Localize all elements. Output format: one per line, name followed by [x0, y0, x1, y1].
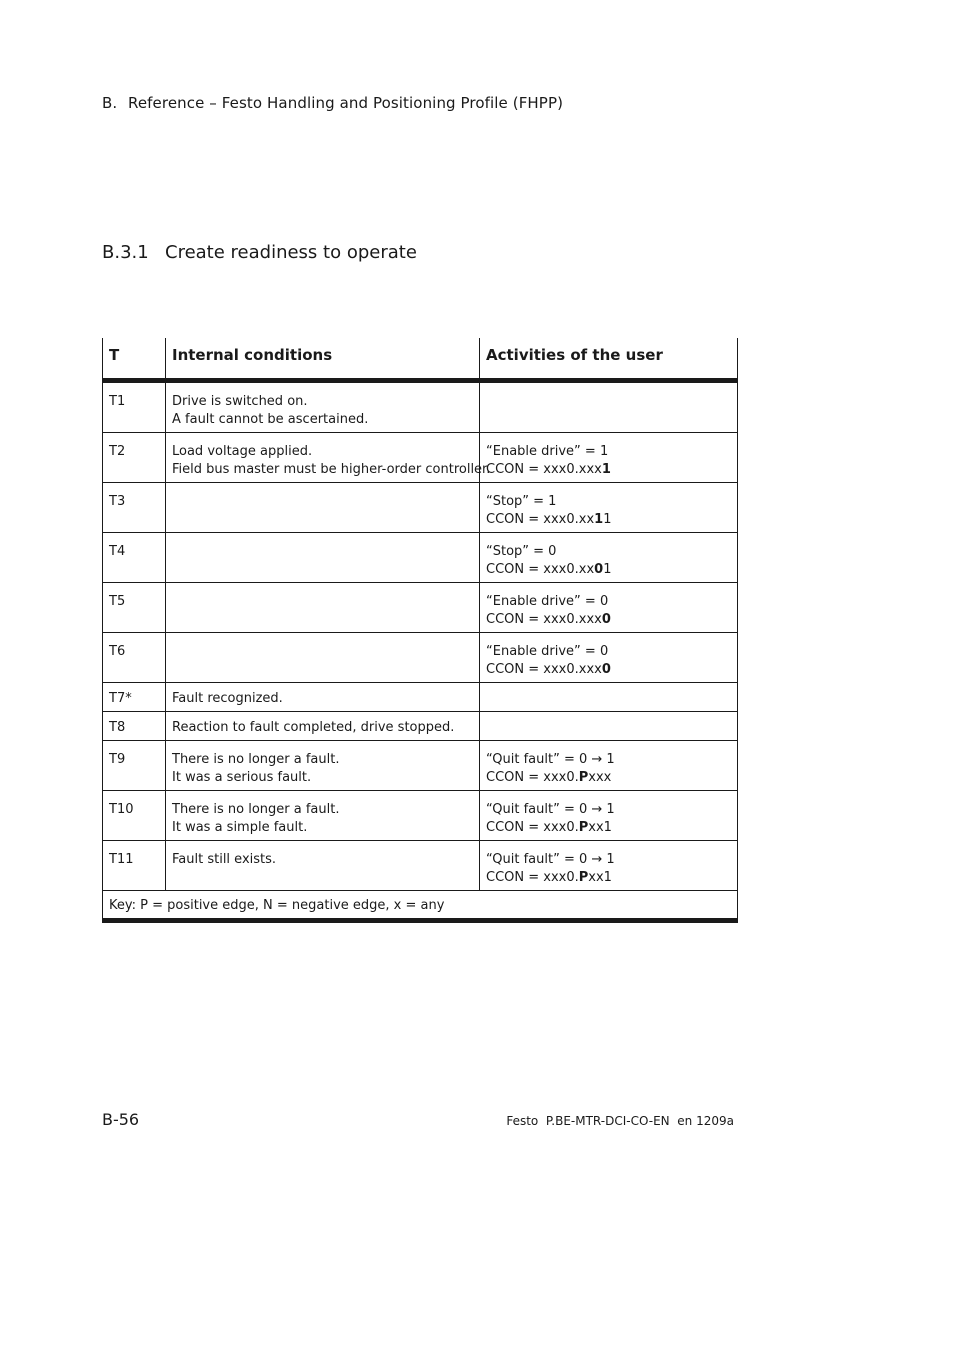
- ccon-prefix: CCON = xxx0.xxx: [486, 611, 602, 627]
- conditions-cell: [166, 633, 480, 683]
- header-transition: T: [103, 338, 166, 381]
- activity-line: “Enable drive” = 0: [486, 644, 609, 659]
- condition-line: Reaction to fault completed, drive stopped.: [172, 720, 455, 735]
- activities-cell: [480, 791, 738, 841]
- table-row: [103, 381, 738, 433]
- section-heading: [102, 242, 417, 263]
- activities-cell: [480, 741, 738, 791]
- ccon-bold-bit: P: [578, 769, 589, 785]
- condition-line: Drive is switched on.: [172, 394, 308, 409]
- condition-line: There is no longer a fault.: [172, 802, 340, 817]
- condition-line: It was a serious fault.: [172, 769, 312, 785]
- table-row: [103, 841, 738, 891]
- ccon-suffix: xx1: [588, 869, 612, 885]
- ccon-line: [486, 561, 731, 579]
- condition-line: Load voltage applied.: [172, 444, 313, 459]
- ccon-bold-bit: 0: [594, 561, 604, 577]
- activity-line: “Quit fault” = 0 → 1: [486, 802, 615, 817]
- table-row: [103, 433, 738, 483]
- table-row: [103, 583, 738, 633]
- ccon-line: [486, 611, 731, 629]
- activity-line: “Enable drive” = 0: [486, 594, 609, 609]
- ccon-bold-bit: 0: [601, 611, 611, 627]
- ccon-prefix: CCON = xxx0.: [486, 869, 579, 885]
- transition-cell: T8: [103, 712, 166, 741]
- ccon-suffix: 1: [603, 561, 612, 577]
- table-row: [103, 483, 738, 533]
- chapter-title: Reference – Festo Handling and Positioning Profile (FHPP): [128, 94, 564, 112]
- document-id: [506, 1114, 734, 1128]
- activity-line: “Quit fault” = 0 → 1: [486, 752, 615, 767]
- chapter-number: B.: [102, 94, 118, 112]
- revision: en 1209a: [677, 1114, 734, 1128]
- activity-line: “Stop” = 0: [486, 544, 557, 559]
- ccon-bold-bit: 0: [601, 661, 611, 677]
- conditions-cell: [166, 483, 480, 533]
- conditions-cell: [166, 741, 480, 791]
- publisher: Festo: [506, 1114, 539, 1128]
- transition-cell: T10: [103, 791, 166, 841]
- table-key-row: [103, 891, 738, 921]
- table-row: [103, 683, 738, 712]
- ccon-line: [486, 461, 731, 479]
- table-row: [103, 533, 738, 583]
- section-number: B.3.1: [102, 242, 149, 263]
- activities-cell: [480, 712, 738, 741]
- ccon-bold-bit: P: [578, 819, 589, 835]
- page-number: B-56: [102, 1110, 140, 1129]
- conditions-cell: [166, 583, 480, 633]
- header-user-activities: Activities of the user: [480, 338, 738, 381]
- transition-cell: T9: [103, 741, 166, 791]
- readiness-table: [102, 338, 738, 923]
- ccon-line: [486, 869, 731, 887]
- ccon-bold-bit: 1: [594, 511, 604, 527]
- table-row: [103, 633, 738, 683]
- ccon-line: [486, 769, 731, 787]
- activities-cell: [480, 433, 738, 483]
- section-title: Create readiness to operate: [165, 242, 417, 263]
- activity-line: “Stop” = 1: [486, 494, 557, 509]
- activities-cell: [480, 483, 738, 533]
- activity-line: “Quit fault” = 0 → 1: [486, 852, 615, 867]
- ccon-line: [486, 511, 731, 529]
- transition-cell: T1: [103, 381, 166, 433]
- activities-cell: [480, 583, 738, 633]
- transition-cell: T7*: [103, 683, 166, 712]
- conditions-cell: [166, 533, 480, 583]
- transition-cell: T6: [103, 633, 166, 683]
- header-internal-conditions: Internal conditions: [166, 338, 480, 381]
- ccon-prefix: CCON = xxx0.xxx: [486, 461, 602, 477]
- ccon-line: [486, 819, 731, 837]
- activities-cell: [480, 683, 738, 712]
- ccon-suffix: xxx: [588, 769, 612, 785]
- ccon-suffix: xx1: [588, 819, 612, 835]
- conditions-cell: [166, 791, 480, 841]
- activities-cell: [480, 633, 738, 683]
- activities-cell: [480, 381, 738, 433]
- table-header-row: [103, 338, 738, 381]
- condition-line: It was a simple fault.: [172, 819, 308, 835]
- conditions-cell: [166, 712, 480, 741]
- activities-cell: [480, 841, 738, 891]
- ccon-prefix: CCON = xxx0.: [486, 819, 579, 835]
- conditions-cell: [166, 381, 480, 433]
- condition-line: Fault still exists.: [172, 852, 277, 867]
- ccon-prefix: CCON = xxx0.xxx: [486, 661, 602, 677]
- ccon-bold-bit: P: [578, 869, 589, 885]
- table-row: [103, 712, 738, 741]
- transition-cell: T3: [103, 483, 166, 533]
- ccon-prefix: CCON = xxx0.xx: [486, 561, 595, 577]
- ccon-prefix: CCON = xxx0.xx: [486, 511, 595, 527]
- table-row: [103, 741, 738, 791]
- activities-cell: [480, 533, 738, 583]
- condition-line: Field bus master must be higher-order controller.: [172, 461, 491, 477]
- condition-line: Fault recognized.: [172, 691, 283, 706]
- conditions-cell: [166, 683, 480, 712]
- document-code: P.BE-MTR-DCI-CO-EN: [545, 1114, 670, 1128]
- ccon-suffix: 1: [603, 511, 612, 527]
- ccon-line: [486, 661, 731, 679]
- condition-line: A fault cannot be ascertained.: [172, 411, 369, 427]
- transition-cell: T2: [103, 433, 166, 483]
- table-key: Key: P = positive edge, N = negative edge, x = any: [103, 891, 738, 921]
- table-row: [103, 791, 738, 841]
- ccon-prefix: CCON = xxx0.: [486, 769, 579, 785]
- conditions-cell: [166, 433, 491, 483]
- activity-line: “Enable drive” = 1: [486, 444, 609, 459]
- transition-cell: T4: [103, 533, 166, 583]
- conditions-cell: [166, 841, 480, 891]
- ccon-bold-bit: 1: [601, 461, 611, 477]
- transition-cell: T11: [103, 841, 166, 891]
- condition-line: There is no longer a fault.: [172, 752, 340, 767]
- running-header: [102, 94, 563, 112]
- transition-cell: T5: [103, 583, 166, 633]
